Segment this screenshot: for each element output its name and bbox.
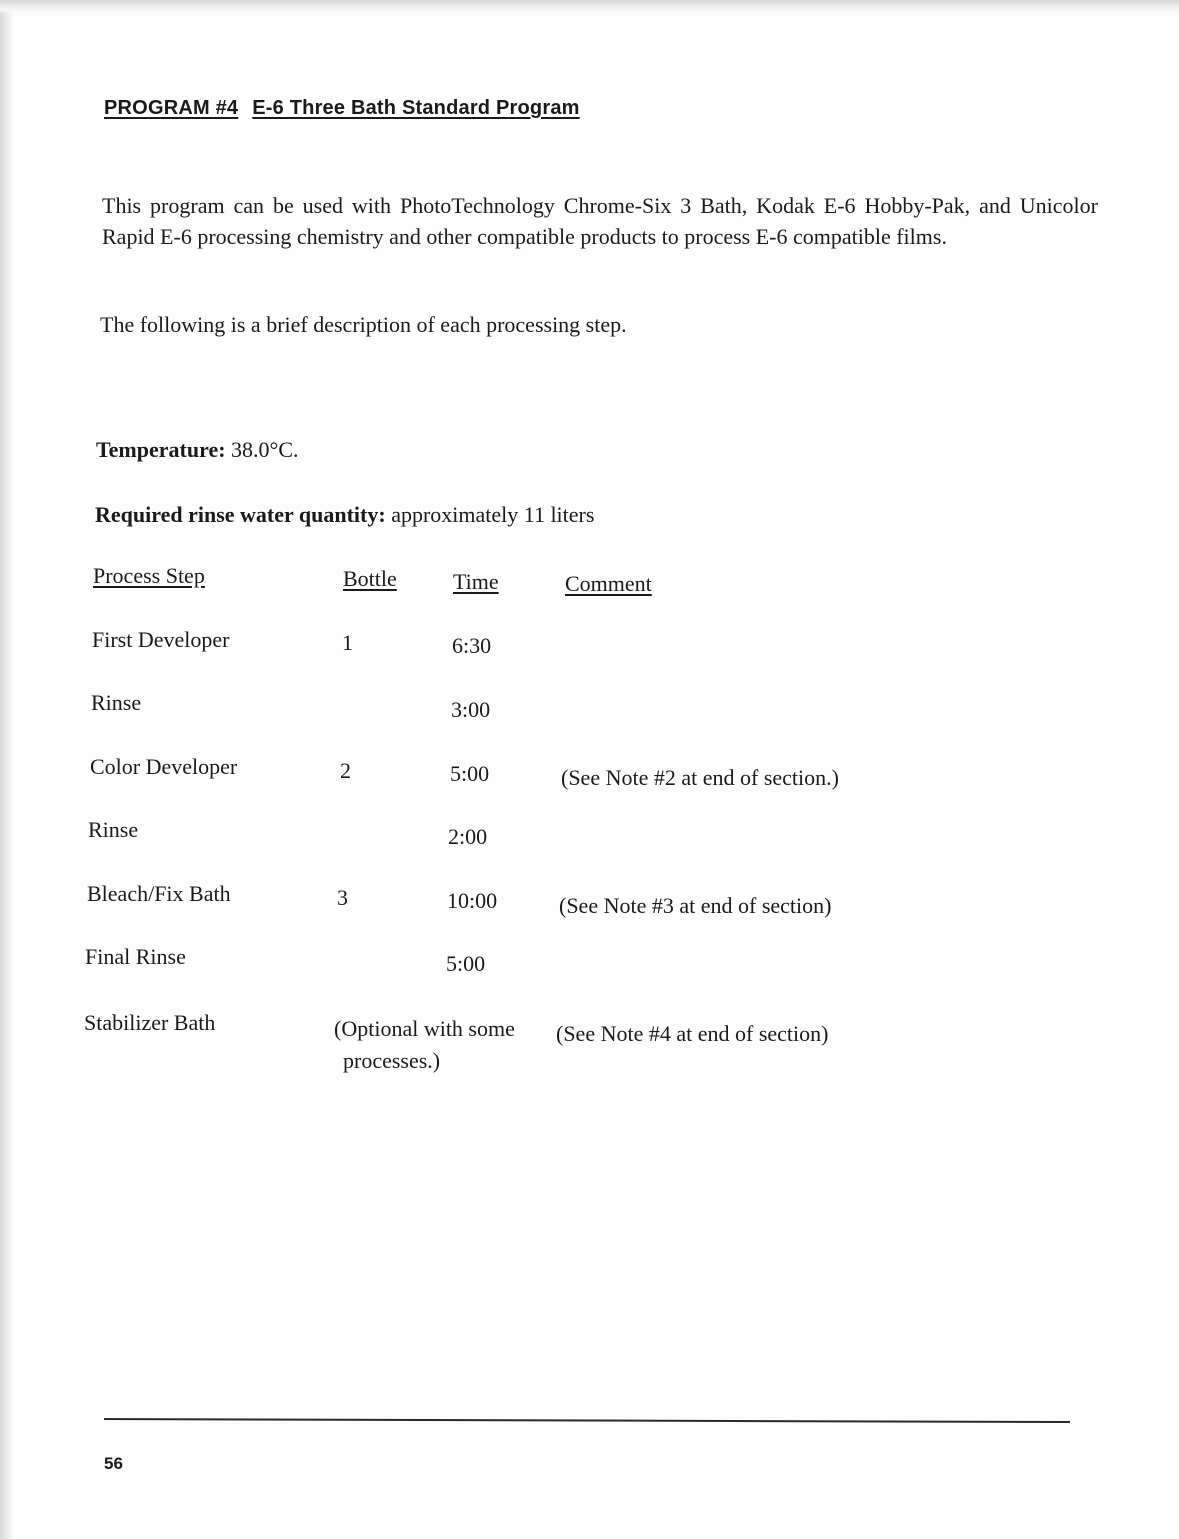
page-number: 56 (104, 1454, 123, 1473)
header-time: Time (453, 569, 499, 594)
scan-edge-shadow-top (0, 0, 1179, 14)
row-7-optional-line-2: processes.) (343, 1048, 441, 1073)
row-2-time: 3:00 (451, 697, 491, 722)
row-3-comment: (See Note #2 at end of section.) (561, 765, 839, 790)
row-7-optional-line-1: (Optional with some (334, 1016, 515, 1041)
row-5-comment: (See Note #3 at end of section) (559, 893, 832, 918)
row-1-bottle: 1 (342, 630, 353, 655)
row-6-step: Final Rinse (85, 944, 186, 969)
row-3-bottle: 2 (340, 758, 351, 783)
intro-paragraph: This program can be used with PhotoTechnology Chrome-Six 3 Bath, Kodak E-6 Hobby-Pak, and Unicolor Rapid E-6 processing chemistry and other compatible products to process E-6 compatible films. (102, 193, 1098, 249)
row-4-time: 2:00 (448, 824, 488, 849)
header-bottle: Bottle (343, 566, 397, 591)
header-comment: Comment (565, 571, 652, 596)
row-5-bottle: 3 (337, 885, 348, 910)
rinse-water-value: approximately 11 liters (391, 502, 595, 527)
temperature-label: Temperature: (96, 437, 226, 462)
temperature-value: 38.0°C. (231, 437, 299, 462)
description-line: The following is a brief description of each processing step. (100, 312, 627, 337)
row-7-comment: (See Note #4 at end of section) (556, 1021, 829, 1046)
scan-edge-shadow-left (0, 0, 14, 1539)
row-7-step: Stabilizer Bath (84, 1010, 216, 1035)
row-3-step: Color Developer (90, 754, 238, 779)
row-4-step: Rinse (88, 817, 139, 842)
rinse-water-label: Required rinse water quantity: (95, 502, 386, 527)
section-heading (104, 97, 580, 120)
program-title: E-6 Three Bath Standard Program (252, 97, 580, 119)
row-5-time: 10:00 (447, 888, 498, 913)
row-2-step: Rinse (91, 690, 142, 715)
row-1-step: First Developer (92, 627, 230, 652)
row-6-time: 5:00 (446, 951, 486, 976)
row-1-time: 6:30 (452, 633, 492, 658)
rinse-water-line (95, 502, 594, 528)
program-number: PROGRAM #4 (104, 97, 239, 119)
row-5-step: Bleach/Fix Bath (87, 881, 231, 906)
header-process-step: Process Step (93, 563, 205, 588)
row-3-time: 5:00 (450, 761, 490, 786)
temperature-line (96, 437, 299, 463)
footer-divider (104, 1418, 1070, 1423)
